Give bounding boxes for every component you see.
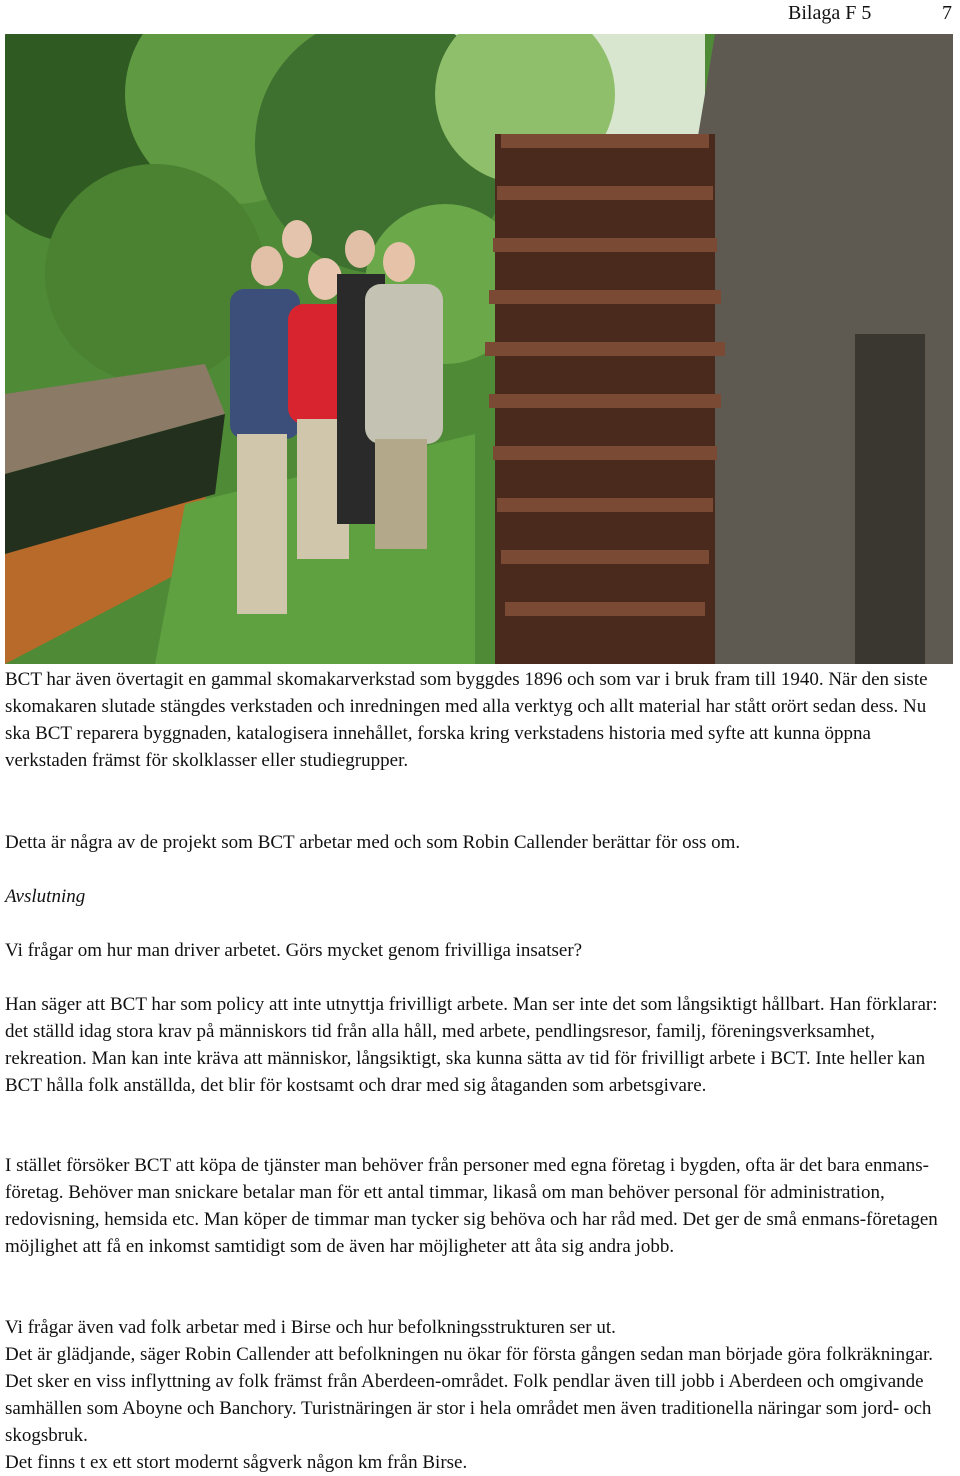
paragraph-population [5, 1341, 955, 1449]
paragraph-text: Han säger att BCT har som policy att inte utnyttja frivilligt arbete. Man ser inte det som långsiktigt hållbart. Han förklarar: det ställd idag stora krav på människors tid från alla håll, med arbete, pendlingsresor, familj, föreningsverksamhet, rekreation. Man kan inte kräva att människor, långsiktigt, ska kunna sätta av tid för frivilligt arbete i BCT. Inte heller kan BCT hålla folk anställda, det blir för kostsamt och drar med sig åtaganden som arbetsgivare. [5, 994, 938, 1096]
paragraph-sawmill [5, 1449, 955, 1476]
paragraph-text: Vi frågar om hur man driver arbetet. Görs mycket genom frivilliga insatser? [5, 940, 583, 961]
paragraph-text: I stället försöker BCT att köpa de tjänster man behöver från personer med egna företag i bygden, ofta är det bara enmans-företag. Behöver man snickare betalar man för ett antal timmar, likaså om man behöver personal för administration, redovisning, hemsida etc. Man köper de timmar man tycker sig behöva och har råd med. Det ger de små enmans-företagen möjlighet att få en inkomst samtidigt som de även har möjligheter att åta sig andra jobb. [5, 1155, 938, 1257]
waterwheel-photo [5, 34, 953, 664]
paragraph-question-birse [5, 1314, 955, 1341]
paragraph-text: Vi frågar även vad folk arbetar med i Birse och hur befolkningsstrukturen ser ut. [5, 1317, 616, 1338]
heading-text: Avslutning [5, 886, 86, 907]
paragraph-projects [5, 829, 955, 856]
paragraph-workshop [5, 666, 955, 774]
section-heading-avslutning [5, 883, 955, 910]
paragraph-question-volunteers [5, 937, 955, 964]
paragraph-services [5, 1152, 955, 1260]
page-header [0, 0, 960, 28]
appendix-label: Bilaga F 5 [788, 2, 872, 24]
paragraph-text: BCT har även övertagit en gammal skomakarverkstad som byggdes 1896 och som var i bruk fram till 1940. När den siste skomakaren slutade stängdes verkstaden och inredningen med alla verktyg och allt material har stått orört sedan dess. Nu ska BCT reparera byggnaden, katalogisera innehållet, forska kring verkstadens historia med syfte att kunna öppna verkstaden främst för skolklasser eller studiegrupper. [5, 669, 928, 771]
waterwheel-photo-illustration [5, 34, 953, 664]
page-number: 7 [942, 2, 952, 24]
paragraph-text: Detta är några av de projekt som BCT arbetar med och som Robin Callender berättar för oss om. [5, 832, 741, 853]
paragraph-policy [5, 991, 955, 1099]
paragraph-text: Det finns t ex ett stort modernt sågverk någon km från Birse. [5, 1452, 468, 1473]
paragraph-text: Det är glädjande, säger Robin Callender att befolkningen nu ökar för första gången sedan man började göra folkräkningar. Det sker en viss inflyttning av folk främst från Aberdeen-området. Folk pendlar även till jobb i Aberdeen och omgivande samhällen som Aboyne och Banchory. Turistnäringen är stor i hela området men även traditionella näringar som jord- och skogsbruk. [5, 1344, 934, 1446]
